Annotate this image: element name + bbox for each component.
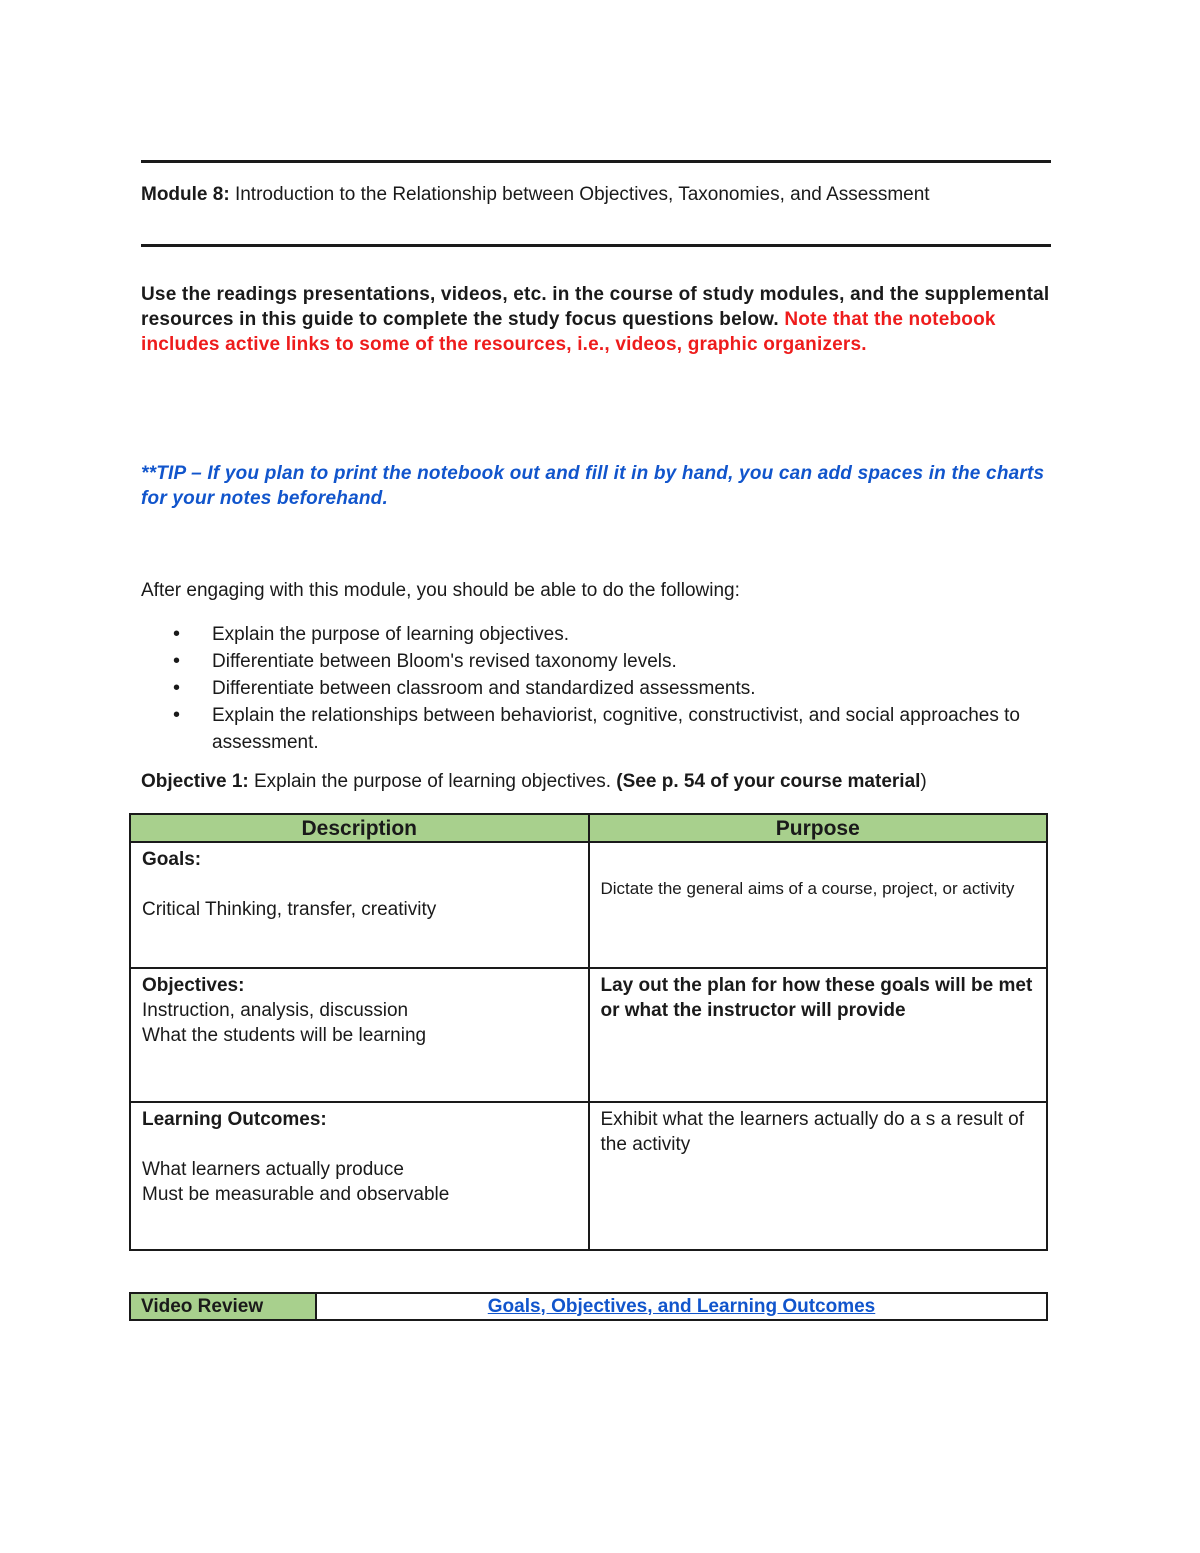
purpose-cell[interactable] (589, 968, 1048, 1102)
video-review-table (129, 1292, 1048, 1321)
table-row (130, 842, 1047, 968)
row-line: Must be measurable and observable (142, 1184, 450, 1205)
module-label: Module 8: (141, 184, 230, 205)
instructions-main: Use the readings presentations, videos, etc. in the course of study modules, and the supplemental resources in this guide to complete the study focus questions below. (141, 284, 1050, 330)
row-title: Goals: (142, 849, 202, 870)
objective-reference: (See p. 54 of your course material (616, 771, 921, 792)
table-header-row (130, 814, 1047, 842)
row-purpose: Dictate the general aims of a course, project, or activity (600, 879, 1015, 898)
row-line: Instruction, analysis, discussion (142, 1000, 409, 1021)
objective-label: Objective 1: (141, 771, 249, 792)
row-line: What learners actually produce (142, 1159, 404, 1180)
instructions-note: Note that the notebook includes active links to some of the resources, i.e., videos, graphic organizers. (141, 309, 996, 355)
table-row (130, 968, 1047, 1102)
description-cell[interactable] (130, 1102, 589, 1250)
outcome-list (141, 621, 1021, 756)
table-row (130, 1102, 1047, 1250)
header-purpose: Purpose (589, 814, 1048, 842)
purpose-cell[interactable] (589, 1102, 1048, 1250)
objective-heading (141, 771, 927, 793)
module-heading (141, 184, 930, 206)
row-title: Learning Outcomes: (142, 1109, 327, 1130)
row-title: Objectives: (142, 975, 245, 996)
list-item: • Explain the relationships between behaviorist, cognitive, constructivist, and social approaches to assessment. (141, 702, 1021, 756)
video-review-label: Video Review (130, 1293, 316, 1320)
objective-text: Explain the purpose of learning objectives. (254, 771, 612, 792)
bottom-divider (141, 244, 1051, 247)
intro-text: After engaging with this module, you should be able to do the following: (141, 580, 740, 601)
objective-reference-close: ) (920, 771, 927, 792)
video-link[interactable]: Goals, Objectives, and Learning Outcomes (487, 1295, 876, 1317)
purpose-cell[interactable] (589, 842, 1048, 968)
module-title: Introduction to the Relationship between Objectives, Taxonomies, and Assessment (234, 184, 930, 205)
objective-table (129, 813, 1048, 1251)
description-cell[interactable] (130, 968, 589, 1102)
list-item: • Explain the purpose of learning objectives. (141, 621, 1021, 648)
header-description: Description (130, 814, 589, 842)
list-item: • Differentiate between Bloom's revised taxonomy levels. (141, 648, 1021, 675)
tip-text: **TIP – If you plan to print the notebook out and fill it in by hand, you can add spaces in the charts for your notes beforehand. (141, 463, 1045, 509)
row-purpose: Lay out the plan for how these goals will be met or what the instructor will provide (600, 975, 1033, 1021)
instructions (141, 282, 1056, 357)
video-link-cell (316, 1293, 1047, 1320)
row-purpose: Exhibit what the learners actually do a s a result of the activity (600, 1109, 1025, 1155)
row-line: What the students will be learning (142, 1025, 427, 1046)
row-line: Critical Thinking, transfer, creativity (142, 899, 437, 920)
table-row (130, 1293, 1047, 1320)
description-cell[interactable] (130, 842, 589, 968)
top-divider (141, 160, 1051, 163)
list-item: • Differentiate between classroom and standardized assessments. (141, 675, 1021, 702)
